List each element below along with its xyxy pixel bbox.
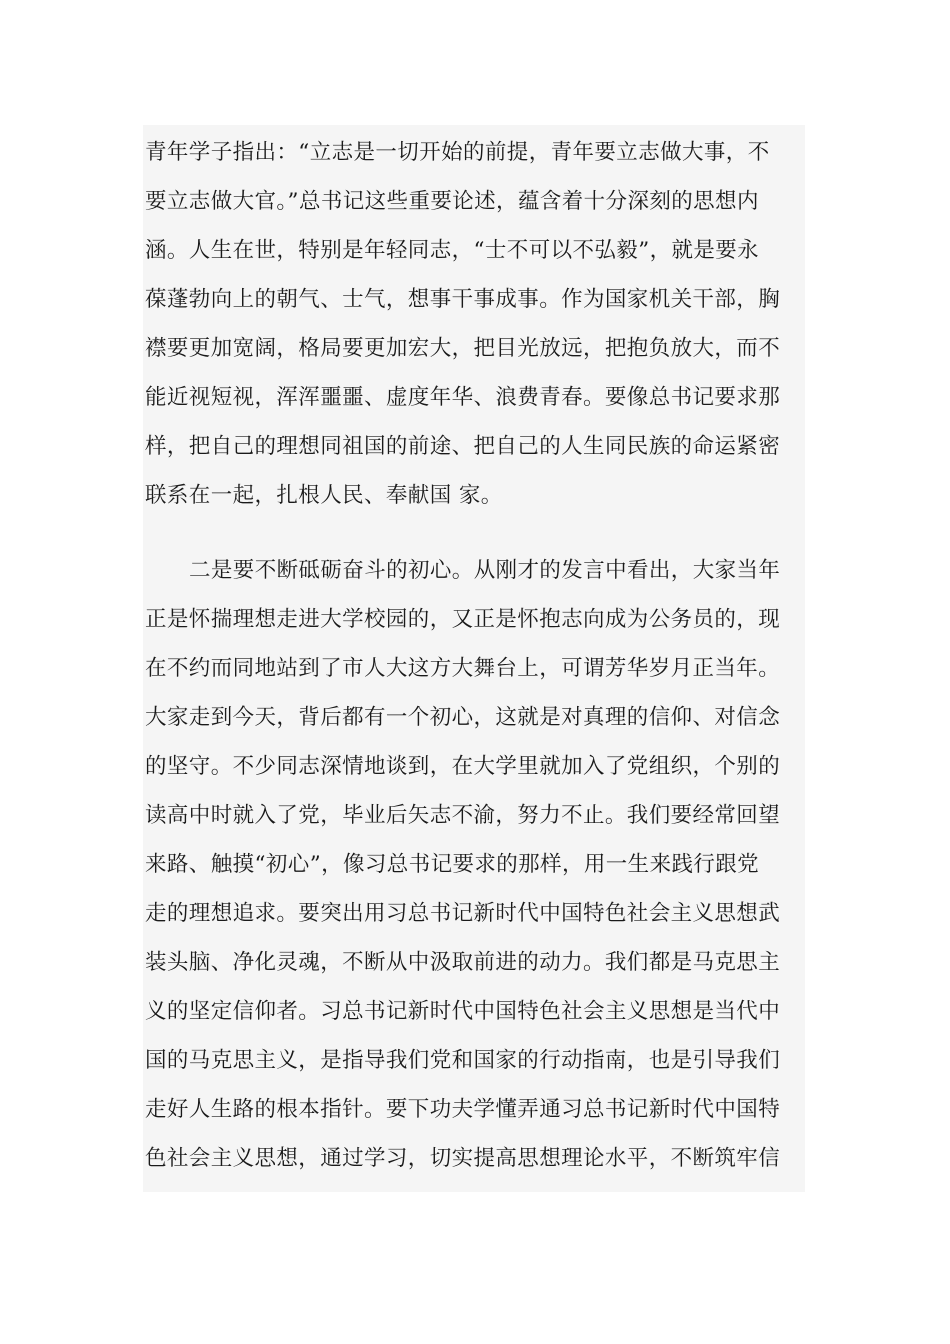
text-block	[143, 125, 805, 1192]
text-line: 走的理想追求。要突出用习总书记新时代中国特色社会主义思想武	[145, 901, 781, 926]
text-line: 来路、触摸“初心”，像习总书记要求的那样，用一生来践行跟党	[145, 852, 760, 877]
text-line: 走好人生路的根本指针。要下功夫学懂弄通习总书记新时代中国特	[145, 1097, 781, 1122]
text-line: 义的坚定信仰者。习总书记新时代中国特色社会主义思想是当代中	[145, 999, 781, 1024]
text-line: 涵。人生在世，特别是年轻同志，“士不可以不弘毅”，就是要永	[145, 238, 760, 263]
text-line: 大家走到今天，背后都有一个初心，这就是对真理的信仰、对信念	[145, 705, 781, 730]
text-line: 的坚守。不少同志深情地谈到，在大学里就加入了党组织，个别的	[145, 754, 781, 779]
text-line: 样，把自己的理想同祖国的前途、把自己的人生同民族的命运紧密	[145, 434, 781, 459]
text-line: 在不约而同地站到了市人大这方大舞台上，可谓芳华岁月正当年。	[145, 656, 781, 681]
text-line: 装头脑、净化灵魂，不断从中汲取前进的动力。我们都是马克思主	[145, 950, 781, 975]
text-line: 国的马克思主义，是指导我们党和国家的行动指南，也是引导我们	[145, 1048, 781, 1073]
text-line: 襟要更加宽阔，格局要更加宏大，把目光放远，把抱负放大，而不	[145, 336, 781, 361]
text-line: 能近视短视，浑浑噩噩、虚度年华、浪费青春。要像总书记要求那	[145, 385, 781, 410]
text-line: 联系在一起，扎根人民、奉献国 家。	[145, 483, 503, 508]
text-line: 色社会主义思想，通过学习，切实提高思想理论水平，不断筑牢信	[145, 1146, 781, 1171]
text-line: 要立志做大官。”总书记这些重要论述，蕴含着十分深刻的思想内	[145, 189, 759, 214]
text-line: 青年学子指出：“立志是一切开始的前提，青年要立志做大事，不	[145, 140, 770, 165]
text-line: 正是怀揣理想走进大学校园的，又正是怀抱志向成为公务员的，现	[145, 607, 781, 632]
text-line: 读高中时就入了党，毕业后矢志不渝，努力不止。我们要经常回望	[145, 803, 781, 828]
text-line: 二是要不断砥砺奋斗的初心。从刚才的发言中看出，大家当年	[189, 558, 781, 583]
text-line: 葆蓬勃向上的朝气、士气，想事干事成事。作为国家机关干部，胸	[145, 287, 781, 312]
